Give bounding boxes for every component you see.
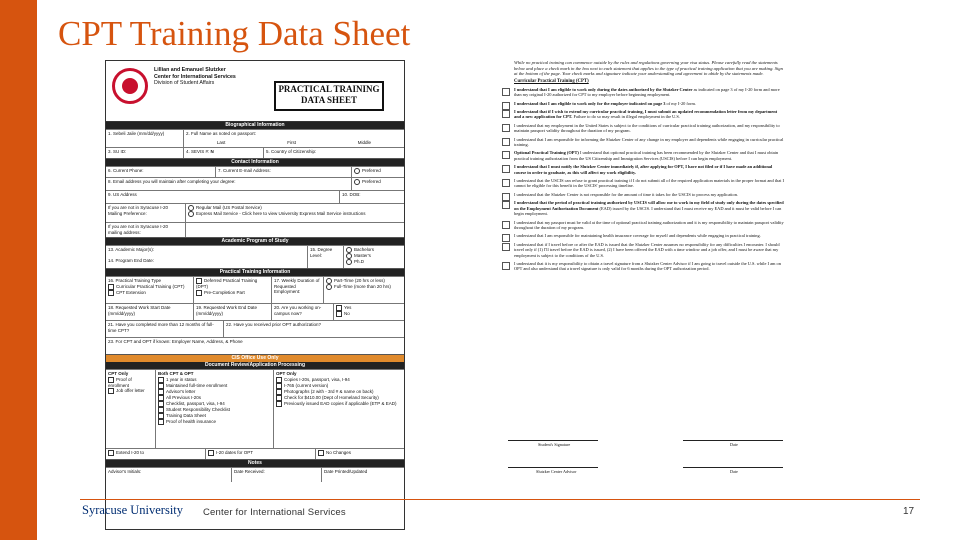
guideline-text: Failure to do so may result in illegal employment in the U.S. — [572, 114, 680, 120]
guideline-bold-text: I understand that if I wish to extend my curricular practical training, I must submit an updated recommendation letter from my department and a new application for CPT. — [514, 109, 778, 120]
degree-masters-label: Master's — [354, 253, 371, 259]
field-2[interactable] — [184, 130, 404, 147]
review-both-item-label: Maintained full-time enrollment — [166, 382, 228, 388]
i20-dates-label: I-20 dates for OPT — [216, 450, 254, 456]
date-received[interactable]: Date Received: — [232, 468, 322, 482]
checkbox-icon[interactable] — [502, 124, 510, 132]
review-col-cpt — [106, 370, 156, 448]
guideline-item — [500, 192, 785, 197]
field-12-input[interactable] — [186, 223, 404, 237]
field-16: 16. Practical Training Type — [108, 278, 161, 283]
radio-icon[interactable] — [188, 211, 194, 217]
review-cpt-item-1[interactable] — [108, 377, 153, 389]
guideline-text: I understand that the Slutzker Center is not responsible for the amount of time it takes for the USCIS to process my application. — [514, 191, 738, 197]
guideline-item — [500, 150, 785, 161]
review-opt-item-label: Check for $410.00 (Dept of Homeland Security) — [284, 394, 379, 400]
checkbox-icon[interactable] — [108, 450, 114, 456]
guideline-item — [500, 164, 785, 175]
notes-header: Notes — [106, 460, 404, 467]
field-22: 22. Have you received prior OPT authorization? — [226, 322, 321, 327]
date-line-2[interactable] — [683, 467, 783, 468]
guideline-bold-text: I understand that I am eligible to work only during the dates authorized by the Slutzker Center — [514, 86, 693, 92]
review-both-item-label: Checklist, passport, visa, I-94 — [166, 400, 225, 406]
checkbox-icon[interactable] — [502, 88, 510, 96]
checkbox-icon[interactable] — [502, 179, 510, 187]
student-signature-label: Student's Signature — [538, 442, 571, 447]
guideline-item — [500, 101, 785, 106]
guidelines-page — [500, 60, 785, 492]
checkbox-icon[interactable] — [108, 388, 114, 394]
review-cpt-item-1-label: Proof of enrollment — [108, 376, 132, 388]
guideline-item — [500, 137, 785, 148]
guidelines-intro: While no practical training can commence outside by the rules and regulations governing your visa status. Please carefully read the statements below and place a check mark in the box next to each statement that applies to the type of practical training application that you are making. Sign at the bottom of the page. Your check marks and signature indicate your understanding and agreement to abide by the statements made. — [514, 60, 783, 77]
preferred-radio-icon[interactable] — [354, 179, 360, 185]
date-printed[interactable]: Date Printed/Updated — [324, 469, 368, 474]
footer-divider — [80, 499, 920, 500]
on-campus-yes-label: Yes — [344, 305, 352, 311]
guideline-text: I understand that my employment in the United States is subject to the conditions of curricular practical training authorization, and my responsibility to maintain passport validity throughout the duration of my program. — [514, 122, 780, 134]
radio-icon[interactable] — [326, 284, 332, 290]
office-section — [106, 355, 404, 460]
field-15: 15. Degree Level: — [308, 246, 344, 268]
review-both-item-label: Training Data Sheet — [166, 412, 206, 418]
guideline-list — [500, 87, 785, 272]
on-campus-no-label: No — [344, 311, 350, 317]
org-name-1: Lillian and Emanuel Slutzker — [154, 67, 226, 73]
checkbox-icon[interactable] — [196, 290, 202, 296]
type-dpt-label: Deferred Practical Training (DPT) — [196, 278, 258, 289]
checkbox-icon[interactable] — [108, 290, 114, 296]
guideline-text: I understand that it is my responsibility to obtain a travel signature from a Slutzker Center Advisor if I am going to travel outside the U.S. while I am on OPT and also understand that a travel signature is only valid for 6 months during the OPT authorization period. — [514, 260, 781, 272]
org-division: Division of Student Affairs — [154, 80, 215, 87]
review-opt-item-label: Copies I-20s, passport, visa, I-94 — [284, 376, 350, 382]
radio-icon[interactable] — [346, 259, 352, 265]
review-opt-item-label: Photographs (2 with - 3rd # & name on back) — [284, 388, 374, 394]
review-col-opt — [274, 370, 404, 448]
degree-phd[interactable] — [346, 259, 402, 265]
checkbox-icon[interactable] — [502, 221, 510, 229]
checkbox-icon[interactable] — [502, 201, 510, 209]
guideline-text: I understand that if I travel before or after the EAD is issued that the Slutzker Center assumes no responsibility for any difficulties I encounter. I should travel only if (1) I'll travel before the EAD is issued, (2) I have been offered the EAD with a time window and a job offer, and I must be aware that my employment is subject to the conditions of the U.S. — [514, 241, 780, 258]
degree-options — [344, 246, 404, 268]
bio-section — [106, 122, 404, 159]
type-cpt[interactable] — [108, 284, 191, 290]
review-both-item[interactable] — [158, 419, 271, 425]
field-18[interactable]: 18. Requested Work Start Date (mm/dd/yyyy) — [106, 304, 194, 320]
guideline-item — [500, 220, 785, 231]
field-23[interactable]: 23. For CPT and OPT if known: Employer Name, Address, & Phone — [108, 339, 243, 344]
duration-options — [324, 277, 404, 303]
slide-title: CPT Training Data Sheet — [58, 14, 411, 53]
degree-phd-label: Ph.D — [354, 259, 365, 265]
type-cpt-ext-label: CPT Extension — [116, 289, 146, 295]
review-opt-item[interactable] — [276, 401, 402, 407]
checkbox-icon[interactable] — [502, 243, 510, 251]
field-4-value: N — [210, 149, 214, 154]
data-sheet-form — [105, 60, 405, 530]
guideline-item — [500, 200, 785, 216]
review-col-both — [156, 370, 274, 448]
review-header: Document Review/Application Processing — [106, 362, 404, 369]
academic-fields — [106, 246, 308, 268]
accent-bar — [0, 0, 37, 540]
guideline-bold-text: Optional Practical Training (OPT) — [514, 150, 579, 156]
preferred-1[interactable] — [352, 167, 404, 177]
guideline-text: I understand that optional practical training has been recommended by the Slutzker Center and that I must obtain practical training authorization from the US Citizenship and Immigration Services (USCIS) before I can begin employment. — [514, 150, 779, 161]
field-17: 17. Weekly Duration of Requested Employment: — [272, 277, 324, 303]
field-6[interactable]: 6. Current Phone: — [106, 167, 216, 177]
type-pre[interactable] — [196, 290, 269, 296]
page-number: 17 — [903, 506, 915, 517]
contact-header: Contact Information — [106, 159, 404, 166]
review-col-cpt-title: CPT Only — [108, 371, 129, 376]
guideline-item — [500, 123, 785, 134]
type-pre-label: Pre-Completion Part — [204, 289, 245, 295]
university-seal-icon — [112, 68, 148, 104]
preferred-2[interactable] — [352, 178, 404, 190]
duration-full-label: Full-Time (more than 20 hrs) — [334, 284, 391, 290]
field-4[interactable] — [184, 148, 264, 158]
checkbox-icon[interactable] — [208, 450, 214, 456]
org-info — [154, 67, 274, 87]
review-both-item-label: Proof of health insurance — [166, 418, 217, 424]
degree-bachelors-label: Bachelors — [354, 247, 375, 253]
guideline-text: of my I-20 form. — [665, 100, 697, 106]
mail-option-express[interactable] — [188, 211, 402, 217]
on-campus-options — [334, 304, 404, 320]
field-7[interactable]: 7. Current E-mail Address: — [216, 167, 352, 177]
field-14[interactable]: 14. Program End Date: — [108, 257, 155, 263]
field-13[interactable]: 13. Academic Major(s): — [108, 247, 155, 252]
advisor-signature-line[interactable] — [508, 467, 598, 468]
field-20: 20. Are you working on-campus now? — [272, 304, 334, 320]
review-opt-item-label: Previously issued EAD copies if applicable (ETP & EAD) — [284, 400, 397, 406]
review-both-item-label: All Previous I-20s — [166, 394, 202, 400]
middle-label: Middle — [357, 139, 372, 145]
training-type — [106, 277, 194, 303]
guideline-text: (EAD) issued by the USCIS. I understand that I must receive my EAD and it must be valid before I can begin employment. — [514, 205, 782, 217]
training-type-2 — [194, 277, 272, 303]
review-col-opt-title: OPT Only — [276, 371, 297, 376]
review-both-item-label: Student Responsibility Checklist — [166, 406, 231, 412]
advisor-initials[interactable]: Advisor's Initials: — [106, 468, 232, 482]
last-label: Last — [216, 139, 226, 145]
duration-full[interactable] — [326, 284, 402, 290]
extend-i20-label: Extend I-20 to — [116, 450, 145, 456]
mail-option-regular-label: Regular Mail (US Postal Service) — [196, 205, 262, 211]
checkbox-icon[interactable] — [502, 151, 510, 159]
guideline-item — [500, 178, 785, 189]
footer-unit: Center for International Services — [203, 507, 346, 518]
field-4-label: 4. SEVIS #: — [186, 149, 210, 154]
preferred-label: Preferred — [362, 179, 381, 185]
review-cpt-item-2-label: Job offer letter — [116, 388, 145, 394]
checkbox-icon[interactable] — [158, 419, 164, 425]
preferred-label: Preferred — [362, 168, 381, 174]
checkbox-icon[interactable] — [502, 110, 510, 118]
review-col-both-title: Both CPT & OPT — [158, 371, 194, 376]
academic-header: Academic Program of Study — [106, 238, 404, 245]
guideline-text: I understand that I am responsible for maintaining health insurance coverage for myself and dependents while engaging in practical training. — [514, 233, 761, 239]
preferred-radio-icon[interactable] — [354, 168, 360, 174]
field-11: If you are not in Syracuse I-20 Mailing Preference: — [106, 204, 186, 222]
office-header: CIS Office Use Only — [106, 355, 404, 362]
duration-part-label: Part-Time (20 hrs or less) — [334, 278, 385, 284]
guideline-bold-text: I understand that I am eligible to work only for the employer indicated on page 3 — [514, 100, 666, 106]
date-label-2: Date — [730, 469, 738, 474]
guideline-text: as indicated on page 3 of my I-20 form and more than my original I-20 authorized for CPT to my employer before beginning employment. — [514, 86, 780, 98]
guideline-text: I understand that the USCIS can refuse to grant practical training if I do not submit all of the required application materials in the proper format and that I cannot be eligible for this benefit in the USCIS' processing timeline. — [514, 178, 784, 189]
mail-option-express-label: Express Mail Service - Click here to view University Express Mail Service instructions — [196, 211, 366, 217]
practical-section — [106, 269, 404, 355]
date-label-1: Date — [730, 442, 738, 447]
no-changes[interactable] — [316, 449, 404, 459]
field-10[interactable]: 10. DOB: — [342, 192, 361, 197]
review-cpt-item-2[interactable] — [108, 388, 153, 394]
field-9[interactable]: 9. US Address — [106, 191, 340, 203]
org-name-2: Center for International Services — [154, 73, 236, 80]
guideline-bold-text: I understand that I must notify the Slutzker Center immediately if, after applying for OPT, I have not filed or if I have made an additional course in order to graduate, as this will affect my work eligibility. — [514, 164, 773, 175]
checkbox-icon[interactable] — [502, 262, 510, 270]
date-line-1[interactable] — [683, 440, 783, 441]
type-cpt-label: Curricular Practical Training (CPT) — [116, 283, 185, 289]
form-title-box — [274, 81, 384, 111]
type-dpt[interactable] — [196, 278, 269, 290]
field-5[interactable]: 5. Country of Citizenship: — [266, 149, 317, 154]
mailing-options — [186, 204, 404, 222]
field-1[interactable]: 1. Sebeli Jaile (mm/dd/yyyy) — [106, 130, 184, 147]
guideline-text: I understand that I am responsible for informing the Slutzker Center of any change in my employer and dependents while engaging in curricular practical training. — [514, 136, 784, 148]
review-opt-item-label: I-765 (current version) — [284, 382, 329, 388]
on-campus-no[interactable] — [336, 311, 402, 317]
no-changes-label: No Changes — [326, 450, 352, 456]
form-title-line2: DATA SHEET — [301, 95, 357, 105]
form-header — [106, 61, 404, 122]
checkbox-icon[interactable] — [336, 311, 342, 317]
field-2-label: 2. Full Name as noted on passport: — [186, 131, 257, 136]
field-12[interactable]: If you are not in Syracuse I-20 mailing address: — [106, 223, 186, 237]
field-3[interactable]: 3. SU ID: — [106, 148, 184, 158]
guideline-bold-text: I understand that the period of practical training authorized by USCIS will allow me to work in my field of study only during the dates specified on the Employment Authorization Document — [514, 200, 784, 211]
guideline-item — [500, 109, 785, 120]
field-21: 21. Have you completed more than 12 months of full-time CPT? — [106, 321, 224, 337]
advisor-signature-label: Slutzker Center Advisor — [536, 469, 577, 474]
review-both-item-label: 1 year in status — [166, 376, 197, 382]
notes-section — [106, 460, 404, 482]
review-both-item-label: Advisor's letter — [166, 388, 196, 394]
guideline-item — [500, 261, 785, 272]
field-8[interactable]: 8. Email address you will maintain after completing your degree: — [106, 178, 352, 190]
bio-header: Biographical Information — [106, 122, 404, 129]
contact-section — [106, 159, 404, 238]
guideline-item — [500, 87, 785, 98]
section-cpt-heading: Curricular Practical Training (CPT) — [514, 78, 589, 84]
practical-header: Practical Training Information — [106, 269, 404, 276]
guideline-item — [500, 233, 785, 238]
checkbox-icon[interactable] — [502, 138, 510, 146]
academic-section — [106, 238, 404, 269]
form-title-line1: PRACTICAL TRAINING — [278, 84, 380, 94]
i20-dates[interactable] — [206, 449, 316, 459]
type-cpt-ext[interactable] — [108, 290, 191, 296]
checkbox-icon[interactable] — [502, 165, 510, 173]
field-19[interactable]: 19. Requested Work End Date (mm/dd/yyyy) — [194, 304, 272, 320]
guideline-item — [500, 242, 785, 258]
student-signature-line[interactable] — [508, 440, 598, 441]
checkbox-icon[interactable] — [318, 450, 324, 456]
first-label: First — [287, 139, 296, 145]
checkbox-icon[interactable] — [276, 401, 282, 407]
university-logo: Syracuse University — [82, 503, 184, 517]
extend-i20[interactable] — [106, 449, 206, 459]
guideline-text: I understand that my passport must be valid at the time of optional practical training authorization and it is my responsibility to maintain passport validity throughout the duration of my program. — [514, 219, 784, 230]
